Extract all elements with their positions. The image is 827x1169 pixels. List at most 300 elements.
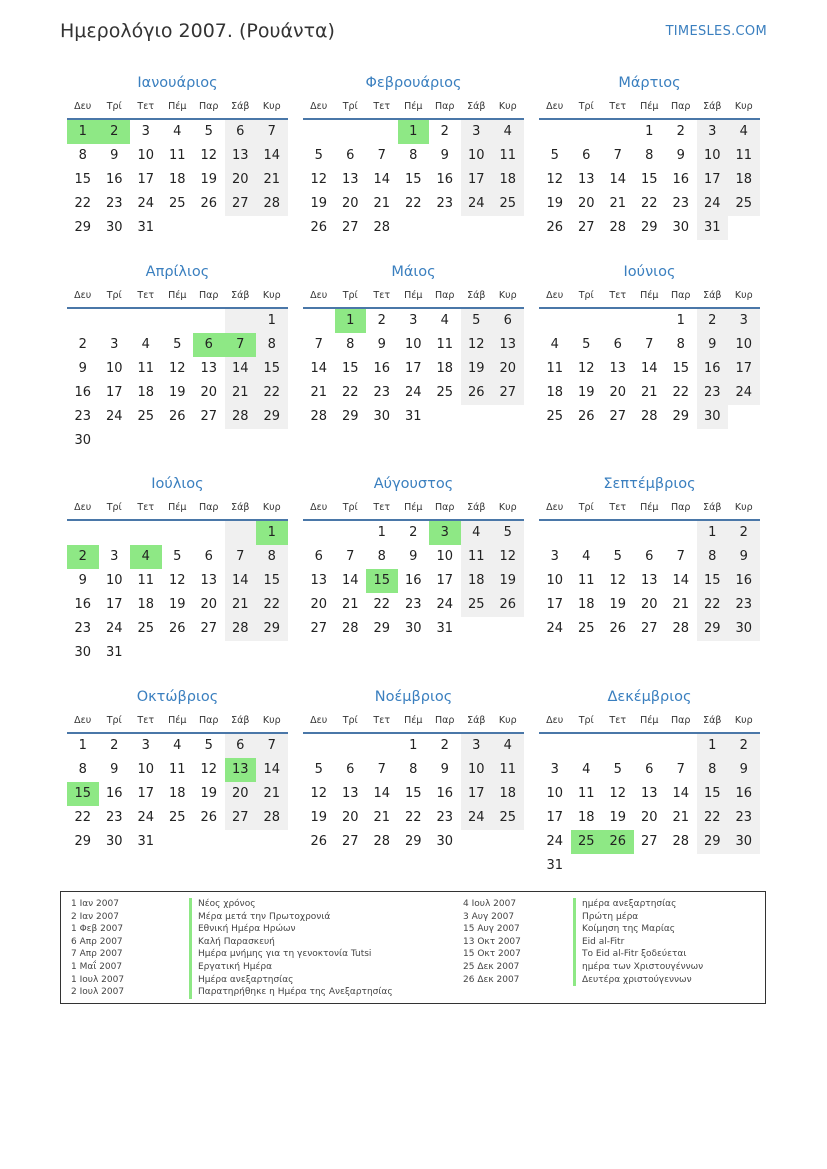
day-cell: 25 bbox=[492, 806, 524, 830]
day-cell: 28 bbox=[256, 192, 288, 216]
day-cell: 9 bbox=[409, 549, 418, 564]
day-cell: 24 bbox=[105, 621, 123, 636]
weekday-label: Δευ bbox=[310, 502, 328, 513]
empty-day-cell bbox=[225, 641, 257, 665]
day-cell: 6 bbox=[204, 549, 213, 564]
day-cell: 8 bbox=[78, 762, 87, 777]
day-cell: 17 bbox=[461, 168, 493, 192]
day-cell: 8 bbox=[697, 758, 729, 782]
day-cell: 24 bbox=[137, 196, 155, 211]
empty-day-cell bbox=[225, 216, 257, 240]
weekday-label: Πέμ bbox=[404, 715, 423, 726]
week-row bbox=[303, 381, 524, 405]
empty-day-cell bbox=[492, 617, 524, 641]
empty-day-cell bbox=[193, 521, 225, 545]
day-cell: 25 bbox=[577, 621, 595, 636]
day-cell: 23 bbox=[404, 597, 422, 612]
day-cell: 2 bbox=[409, 525, 418, 540]
weekday-label: Δευ bbox=[74, 502, 92, 513]
day-cell: 31 bbox=[697, 216, 729, 240]
day-cell: 28 bbox=[640, 409, 658, 424]
day-cell: 28 bbox=[256, 806, 288, 830]
day-cell: 22 bbox=[74, 196, 92, 211]
day-cell: 18 bbox=[492, 168, 524, 192]
empty-day-cell bbox=[193, 830, 225, 854]
day-cell: 16 bbox=[728, 782, 760, 806]
weekday-label: Κυρ bbox=[262, 290, 281, 301]
empty-day-cell bbox=[539, 521, 571, 545]
week-row bbox=[303, 569, 524, 593]
legend-date: 15 Αυγ 2007 bbox=[463, 924, 520, 935]
day-cell: 14 bbox=[256, 758, 288, 782]
week-row bbox=[539, 333, 760, 357]
legend-holiday-name: Πρώτη μέρα bbox=[573, 911, 638, 924]
holiday-day-cell: 2 bbox=[67, 545, 99, 569]
weekday-header bbox=[303, 285, 524, 309]
day-cell: 16 bbox=[436, 786, 454, 801]
day-cell: 26 bbox=[577, 409, 595, 424]
week-row bbox=[67, 429, 288, 453]
day-cell: 3 bbox=[461, 734, 493, 758]
legend-holiday-name: Νέος χρόνος bbox=[189, 898, 255, 911]
week-row bbox=[303, 545, 524, 569]
day-cell: 8 bbox=[697, 545, 729, 569]
day-cell: 25 bbox=[492, 192, 524, 216]
day-cell: 15 bbox=[672, 361, 690, 376]
day-cell: 9 bbox=[440, 148, 449, 163]
day-cell: 12 bbox=[609, 786, 627, 801]
day-cell: 12 bbox=[310, 172, 328, 187]
day-cell: 7 bbox=[676, 762, 685, 777]
week-row bbox=[539, 309, 760, 333]
empty-day-cell bbox=[728, 216, 760, 240]
week-row bbox=[303, 617, 524, 641]
legend-date: 4 Ιουλ 2007 bbox=[463, 899, 517, 909]
day-cell: 29 bbox=[697, 830, 729, 854]
week-row bbox=[539, 617, 760, 641]
holiday-day-cell: 26 bbox=[602, 830, 634, 854]
empty-day-cell bbox=[162, 830, 194, 854]
empty-day-cell bbox=[162, 641, 194, 665]
day-cell: 5 bbox=[314, 148, 323, 163]
week-row bbox=[539, 381, 760, 405]
legend-date: 1 Ιαν 2007 bbox=[71, 899, 119, 909]
weekday-label: Σάβ bbox=[467, 290, 486, 301]
day-cell: 22 bbox=[341, 385, 359, 400]
day-cell: 23 bbox=[436, 196, 454, 211]
empty-day-cell bbox=[225, 830, 257, 854]
day-cell: 20 bbox=[225, 782, 257, 806]
day-cell: 22 bbox=[672, 385, 690, 400]
legend-holiday-name: Παρατηρήθηκε η Ημέρα της Ανεξαρτησίας bbox=[189, 986, 393, 999]
week-row bbox=[539, 806, 760, 830]
day-cell: 31 bbox=[137, 220, 155, 235]
month-block bbox=[67, 259, 288, 453]
week-row bbox=[303, 782, 524, 806]
month-block bbox=[303, 259, 524, 429]
day-cell: 28 bbox=[373, 834, 391, 849]
empty-day-cell bbox=[193, 309, 225, 333]
day-cell: 8 bbox=[676, 337, 685, 352]
day-cell: 14 bbox=[672, 573, 690, 588]
holiday-day-cell: 25 bbox=[571, 830, 603, 854]
day-cell: 12 bbox=[577, 361, 595, 376]
day-cell: 17 bbox=[461, 782, 493, 806]
legend-date: 25 Δεκ 2007 bbox=[463, 961, 520, 972]
month-block bbox=[303, 70, 524, 240]
day-cell: 25 bbox=[461, 593, 493, 617]
week-row bbox=[539, 734, 760, 758]
week-row bbox=[303, 144, 524, 168]
week-row bbox=[67, 734, 288, 758]
holiday-day-cell: 4 bbox=[130, 545, 162, 569]
day-cell: 13 bbox=[640, 573, 658, 588]
day-cell: 20 bbox=[640, 597, 658, 612]
week-row bbox=[303, 758, 524, 782]
week-row bbox=[67, 758, 288, 782]
day-cell: 17 bbox=[436, 573, 454, 588]
day-cell: 22 bbox=[373, 597, 391, 612]
week-row bbox=[303, 333, 524, 357]
week-row bbox=[303, 168, 524, 192]
legend-holiday-name: Eid al-Fitr bbox=[573, 936, 624, 949]
weekday-label: Τετ bbox=[373, 502, 391, 513]
day-cell: 12 bbox=[168, 573, 186, 588]
day-cell: 11 bbox=[436, 337, 454, 352]
month-name: Ιούνιος bbox=[623, 264, 676, 280]
week-row bbox=[67, 120, 288, 144]
day-cell: 22 bbox=[640, 196, 658, 211]
empty-day-cell bbox=[429, 216, 461, 240]
legend-date: 7 Απρ 2007 bbox=[71, 949, 123, 960]
month-block bbox=[539, 471, 760, 641]
empty-day-cell bbox=[366, 120, 398, 144]
day-cell: 2 bbox=[697, 309, 729, 333]
day-cell: 28 bbox=[672, 834, 690, 849]
day-cell: 29 bbox=[672, 409, 690, 424]
weekday-label: Κυρ bbox=[498, 715, 517, 726]
day-cell: 6 bbox=[492, 309, 524, 333]
day-cell: 17 bbox=[404, 361, 422, 376]
month-name: Οκτώβριος bbox=[136, 689, 219, 705]
day-cell: 29 bbox=[697, 617, 729, 641]
day-cell: 6 bbox=[314, 549, 323, 564]
weekday-label: Τετ bbox=[609, 502, 627, 513]
legend-holiday-name: Δευτέρα χριστούγεννων bbox=[573, 974, 692, 987]
weekday-label: Σάβ bbox=[703, 101, 722, 112]
weekday-header bbox=[67, 497, 288, 521]
weekday-label: Τετ bbox=[373, 101, 391, 112]
month-block bbox=[67, 471, 288, 665]
empty-day-cell bbox=[539, 309, 571, 333]
week-row bbox=[539, 521, 760, 545]
weekday-label: Πέμ bbox=[168, 502, 187, 513]
weekday-header bbox=[67, 285, 288, 309]
day-cell: 28 bbox=[310, 409, 328, 424]
day-cell: 8 bbox=[645, 148, 654, 163]
empty-day-cell bbox=[256, 641, 288, 665]
empty-day-cell bbox=[193, 216, 225, 240]
day-cell: 23 bbox=[672, 196, 690, 211]
day-cell: 16 bbox=[404, 573, 422, 588]
day-cell: 27 bbox=[225, 806, 257, 830]
day-cell: 5 bbox=[613, 762, 622, 777]
day-cell: 20 bbox=[577, 196, 595, 211]
day-cell: 24 bbox=[137, 810, 155, 825]
day-cell: 11 bbox=[728, 144, 760, 168]
day-cell: 17 bbox=[546, 597, 564, 612]
day-cell: 30 bbox=[436, 834, 454, 849]
day-cell: 27 bbox=[310, 621, 328, 636]
day-cell: 27 bbox=[341, 834, 359, 849]
day-cell: 27 bbox=[492, 381, 524, 405]
day-cell: 18 bbox=[168, 172, 186, 187]
day-cell: 26 bbox=[461, 381, 493, 405]
day-cell: 8 bbox=[346, 337, 355, 352]
day-cell: 13 bbox=[200, 573, 218, 588]
day-cell: 19 bbox=[546, 196, 564, 211]
day-cell: 21 bbox=[640, 385, 658, 400]
day-cell: 19 bbox=[492, 569, 524, 593]
day-cell: 6 bbox=[225, 120, 257, 144]
week-row bbox=[303, 405, 524, 429]
day-cell: 13 bbox=[225, 144, 257, 168]
day-cell: 21 bbox=[310, 385, 328, 400]
weekday-label: Σάβ bbox=[231, 502, 250, 513]
day-cell: 31 bbox=[105, 645, 123, 660]
day-cell: 19 bbox=[461, 357, 493, 381]
day-cell: 15 bbox=[404, 786, 422, 801]
week-row bbox=[539, 593, 760, 617]
week-row bbox=[539, 144, 760, 168]
day-cell: 10 bbox=[436, 549, 454, 564]
empty-day-cell bbox=[335, 734, 367, 758]
weekday-label: Παρ bbox=[199, 101, 219, 112]
day-cell: 4 bbox=[173, 124, 182, 139]
day-cell: 8 bbox=[256, 545, 288, 569]
empty-day-cell bbox=[571, 521, 603, 545]
day-cell: 30 bbox=[672, 220, 690, 235]
day-cell: 16 bbox=[672, 172, 690, 187]
day-cell: 14 bbox=[373, 172, 391, 187]
empty-day-cell bbox=[602, 521, 634, 545]
day-cell: 7 bbox=[256, 734, 288, 758]
day-cell: 30 bbox=[105, 220, 123, 235]
day-cell: 6 bbox=[645, 762, 654, 777]
day-cell: 22 bbox=[697, 593, 729, 617]
week-row bbox=[303, 216, 524, 240]
day-cell: 18 bbox=[728, 168, 760, 192]
month-name: Μάιος bbox=[391, 264, 436, 280]
brand-link[interactable]: TIMESLES.COM bbox=[665, 24, 767, 39]
day-cell: 18 bbox=[577, 597, 595, 612]
weekday-label: Πέμ bbox=[640, 290, 659, 301]
week-row bbox=[539, 830, 760, 854]
day-cell: 13 bbox=[341, 172, 359, 187]
day-cell: 9 bbox=[110, 762, 119, 777]
day-cell: 1 bbox=[697, 734, 729, 758]
day-cell: 9 bbox=[676, 148, 685, 163]
day-cell: 1 bbox=[78, 738, 87, 753]
legend-holiday-name: Μέρα μετά την Πρωτοχρονιά bbox=[189, 911, 330, 924]
day-cell: 26 bbox=[200, 810, 218, 825]
day-cell: 15 bbox=[341, 361, 359, 376]
day-cell: 25 bbox=[168, 810, 186, 825]
day-cell: 4 bbox=[141, 337, 150, 352]
weekday-label: Τετ bbox=[137, 101, 155, 112]
day-cell: 23 bbox=[373, 385, 391, 400]
empty-day-cell bbox=[130, 641, 162, 665]
day-cell: 20 bbox=[640, 810, 658, 825]
week-row bbox=[67, 641, 288, 665]
week-row bbox=[539, 216, 760, 240]
weekday-label: Τρί bbox=[342, 715, 358, 726]
weekday-label: Κυρ bbox=[498, 502, 517, 513]
day-cell: 3 bbox=[461, 120, 493, 144]
day-cell: 17 bbox=[105, 597, 123, 612]
weekday-label: Παρ bbox=[671, 715, 691, 726]
day-cell: 30 bbox=[728, 617, 760, 641]
day-cell: 6 bbox=[346, 762, 355, 777]
weekday-label: Τετ bbox=[373, 715, 391, 726]
weekday-label: Σάβ bbox=[703, 715, 722, 726]
day-cell: 20 bbox=[341, 810, 359, 825]
day-cell: 2 bbox=[78, 337, 87, 352]
holiday-day-cell: 1 bbox=[398, 120, 430, 144]
weekday-label: Πέμ bbox=[640, 101, 659, 112]
day-cell: 2 bbox=[110, 738, 119, 753]
empty-day-cell bbox=[162, 429, 194, 453]
day-cell: 26 bbox=[200, 196, 218, 211]
day-cell: 18 bbox=[577, 810, 595, 825]
weekday-label: Τετ bbox=[373, 290, 391, 301]
week-row bbox=[303, 357, 524, 381]
day-cell: 14 bbox=[225, 357, 257, 381]
holiday-day-cell: 15 bbox=[67, 782, 99, 806]
weekday-label: Τρί bbox=[342, 101, 358, 112]
day-cell: 21 bbox=[256, 782, 288, 806]
weekday-label: Κυρ bbox=[734, 715, 753, 726]
empty-day-cell bbox=[697, 854, 729, 878]
weekday-label: Δευ bbox=[546, 502, 564, 513]
empty-day-cell bbox=[162, 309, 194, 333]
day-cell: 8 bbox=[78, 148, 87, 163]
weekday-header bbox=[303, 96, 524, 120]
day-cell: 20 bbox=[341, 196, 359, 211]
day-cell: 16 bbox=[728, 569, 760, 593]
legend-date: 1 Ιουλ 2007 bbox=[71, 974, 125, 985]
day-cell: 9 bbox=[728, 545, 760, 569]
legend-holiday-name: Ημέρα μνήμης για τη γενοκτονία Tutsi bbox=[189, 948, 371, 961]
day-cell: 9 bbox=[78, 573, 87, 588]
day-cell: 26 bbox=[168, 409, 186, 424]
empty-day-cell bbox=[665, 521, 697, 545]
day-cell: 4 bbox=[550, 337, 559, 352]
day-cell: 5 bbox=[314, 762, 323, 777]
day-cell: 18 bbox=[461, 569, 493, 593]
weekday-label: Παρ bbox=[435, 290, 455, 301]
month-block bbox=[67, 684, 288, 854]
day-cell: 19 bbox=[200, 786, 218, 801]
day-cell: 13 bbox=[492, 333, 524, 357]
empty-day-cell bbox=[492, 216, 524, 240]
empty-day-cell bbox=[303, 309, 335, 333]
day-cell: 2 bbox=[676, 124, 685, 139]
day-cell: 20 bbox=[492, 357, 524, 381]
day-cell: 10 bbox=[137, 762, 155, 777]
day-cell: 20 bbox=[310, 597, 328, 612]
empty-day-cell bbox=[225, 309, 257, 333]
week-row bbox=[67, 168, 288, 192]
legend-date: 3 Αυγ 2007 bbox=[463, 911, 515, 922]
day-cell: 6 bbox=[645, 549, 654, 564]
week-row bbox=[539, 120, 760, 144]
holiday-day-cell: 6 bbox=[193, 333, 225, 357]
day-cell: 25 bbox=[168, 196, 186, 211]
day-cell: 5 bbox=[204, 124, 213, 139]
day-cell: 16 bbox=[74, 385, 92, 400]
empty-day-cell bbox=[67, 521, 99, 545]
day-cell: 5 bbox=[550, 148, 559, 163]
week-row bbox=[539, 854, 760, 878]
day-cell: 6 bbox=[582, 148, 591, 163]
day-cell: 8 bbox=[409, 148, 418, 163]
empty-day-cell bbox=[571, 854, 603, 878]
day-cell: 5 bbox=[204, 738, 213, 753]
day-cell: 21 bbox=[672, 810, 690, 825]
weekday-label: Κυρ bbox=[734, 290, 753, 301]
week-row bbox=[303, 309, 524, 333]
month-name: Νοέμβριος bbox=[374, 689, 453, 705]
weekday-label: Παρ bbox=[435, 502, 455, 513]
day-cell: 20 bbox=[609, 385, 627, 400]
day-cell: 7 bbox=[256, 120, 288, 144]
weekday-label: Πέμ bbox=[404, 502, 423, 513]
empty-day-cell bbox=[461, 216, 493, 240]
day-cell: 7 bbox=[314, 337, 323, 352]
week-row bbox=[67, 381, 288, 405]
holiday-day-cell: 1 bbox=[256, 521, 288, 545]
day-cell: 10 bbox=[105, 573, 123, 588]
day-cell: 18 bbox=[546, 385, 564, 400]
legend-date: 26 Δεκ 2007 bbox=[463, 974, 520, 985]
day-cell: 26 bbox=[609, 621, 627, 636]
day-cell: 14 bbox=[256, 144, 288, 168]
month-block bbox=[539, 684, 760, 878]
weekday-label: Κυρ bbox=[498, 290, 517, 301]
weekday-label: Τρί bbox=[106, 502, 122, 513]
day-cell: 2 bbox=[440, 124, 449, 139]
month-name: Ιούλιος bbox=[151, 476, 204, 492]
day-cell: 2 bbox=[728, 734, 760, 758]
empty-day-cell bbox=[130, 309, 162, 333]
day-cell: 10 bbox=[728, 333, 760, 357]
weekday-label: Πέμ bbox=[404, 101, 423, 112]
day-cell: 28 bbox=[341, 621, 359, 636]
legend-date: 15 Οκτ 2007 bbox=[463, 949, 521, 960]
day-cell: 6 bbox=[225, 734, 257, 758]
day-cell: 23 bbox=[697, 381, 729, 405]
weekday-label: Τετ bbox=[609, 101, 627, 112]
weekday-label: Παρ bbox=[199, 715, 219, 726]
day-cell: 11 bbox=[546, 361, 564, 376]
weekday-label: Δευ bbox=[74, 101, 92, 112]
day-cell: 16 bbox=[105, 172, 123, 187]
empty-day-cell bbox=[539, 734, 571, 758]
weekday-label: Τετ bbox=[609, 715, 627, 726]
day-cell: 11 bbox=[137, 573, 155, 588]
day-cell: 11 bbox=[492, 758, 524, 782]
